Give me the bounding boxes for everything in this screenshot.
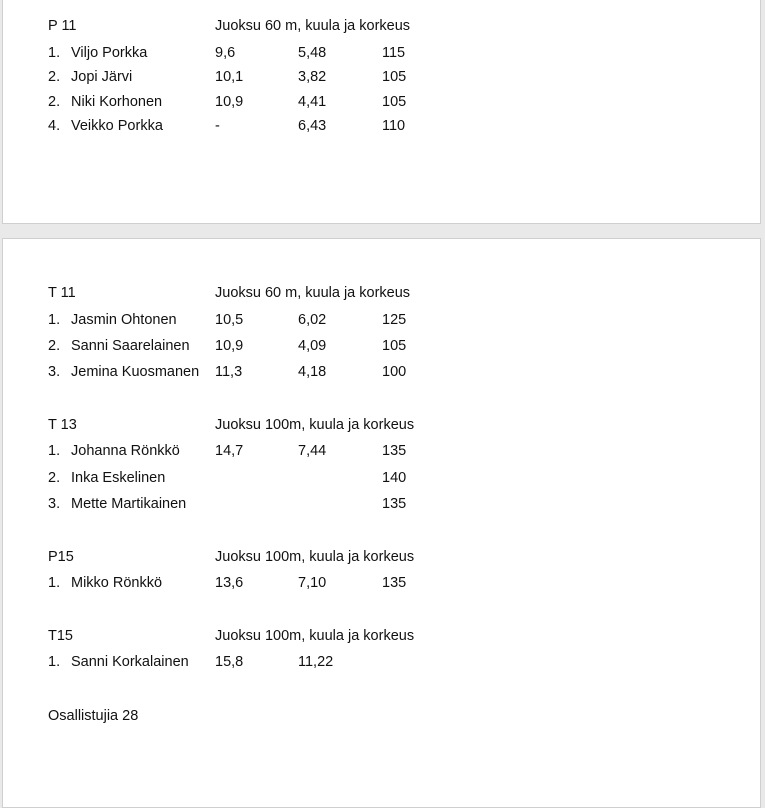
result-row	[3, 310, 760, 330]
result-row	[3, 92, 760, 112]
category-title: T 11	[48, 285, 76, 301]
result-row	[3, 43, 760, 63]
result-rank: 3.	[48, 496, 61, 512]
athlete-name: Jemina Kuosmanen	[71, 364, 200, 380]
category-events: Juoksu 100m, kuula ja korkeus	[215, 549, 415, 565]
result-row	[3, 336, 760, 356]
result-shot-put: 11,22	[298, 654, 334, 670]
result-run: 10,1	[215, 69, 244, 85]
result-rank: 4.	[48, 118, 61, 134]
result-row	[3, 573, 760, 593]
result-run: 13,6	[215, 575, 244, 591]
result-high-jump: 125	[382, 312, 407, 328]
result-rank: 1.	[48, 312, 61, 328]
result-row	[3, 116, 760, 136]
result-high-jump: 140	[382, 470, 407, 486]
result-shot-put: 6,43	[298, 118, 327, 134]
result-shot-put: 7,44	[298, 443, 327, 459]
result-rank: 1.	[48, 45, 61, 61]
category-header	[3, 626, 760, 646]
result-high-jump: 135	[382, 575, 407, 591]
athlete-name: Mikko Rönkkö	[71, 575, 163, 591]
result-rank: 1.	[48, 575, 61, 591]
result-row	[3, 67, 760, 87]
result-row	[3, 362, 760, 382]
result-rank: 2.	[48, 94, 61, 110]
category-title: T15	[48, 628, 73, 644]
result-shot-put: 7,10	[298, 575, 327, 591]
athlete-name: Sanni Saarelainen	[71, 338, 190, 354]
athlete-name: Johanna Rönkkö	[71, 443, 180, 459]
category-header	[3, 16, 760, 36]
result-high-jump: 105	[382, 338, 407, 354]
category-title: P15	[48, 549, 74, 565]
result-shot-put: 3,82	[298, 69, 327, 85]
athlete-name: Jasmin Ohtonen	[71, 312, 177, 328]
result-high-jump: 100	[382, 364, 407, 380]
result-run: 11,3	[215, 364, 243, 380]
result-high-jump: 135	[382, 443, 407, 459]
result-rank: 2.	[48, 69, 61, 85]
result-high-jump: 115	[382, 45, 406, 61]
result-run: 10,5	[215, 312, 244, 328]
athlete-name: Niki Korhonen	[71, 94, 163, 110]
category-header	[3, 283, 760, 303]
result-rank: 2.	[48, 470, 61, 486]
results-page-1	[2, 0, 761, 224]
result-high-jump: 105	[382, 94, 407, 110]
result-run: 10,9	[215, 338, 244, 354]
result-run: 14,7	[215, 443, 244, 459]
category-header	[3, 547, 760, 567]
athlete-name: Viljo Porkka	[71, 45, 148, 61]
result-row	[3, 494, 760, 514]
result-run: 10,9	[215, 94, 244, 110]
result-rank: 3.	[48, 364, 61, 380]
athlete-name: Mette Martikainen	[71, 496, 187, 512]
result-rank: 1.	[48, 443, 61, 459]
result-shot-put: 6,02	[298, 312, 327, 328]
category-title: P 11	[48, 18, 77, 34]
result-high-jump: 110	[382, 118, 406, 134]
result-run: -	[215, 118, 220, 134]
result-shot-put: 5,48	[298, 45, 327, 61]
category-events: Juoksu 60 m, kuula ja korkeus	[215, 285, 411, 301]
category-events: Juoksu 100m, kuula ja korkeus	[215, 628, 415, 644]
result-high-jump: 135	[382, 496, 407, 512]
result-run: 9,6	[215, 45, 236, 61]
result-high-jump: 105	[382, 69, 407, 85]
result-row	[3, 468, 760, 488]
category-events: Juoksu 100m, kuula ja korkeus	[215, 417, 415, 433]
result-row	[3, 441, 760, 461]
category-header	[3, 415, 760, 435]
athlete-name: Jopi Järvi	[71, 69, 133, 85]
athlete-name: Sanni Korkalainen	[71, 654, 189, 670]
result-shot-put: 4,18	[298, 364, 327, 380]
result-rank: 1.	[48, 654, 61, 670]
category-title: T 13	[48, 417, 77, 433]
result-run: 15,8	[215, 654, 244, 670]
category-events: Juoksu 60 m, kuula ja korkeus	[215, 18, 411, 34]
result-row	[3, 652, 760, 672]
athlete-name: Inka Eskelinen	[71, 470, 166, 486]
results-page-2	[2, 238, 761, 808]
participant-count: Osallistujia 28	[48, 708, 139, 724]
result-shot-put: 4,09	[298, 338, 327, 354]
result-shot-put: 4,41	[298, 94, 327, 110]
result-rank: 2.	[48, 338, 61, 354]
athlete-name: Veikko Porkka	[71, 118, 163, 134]
